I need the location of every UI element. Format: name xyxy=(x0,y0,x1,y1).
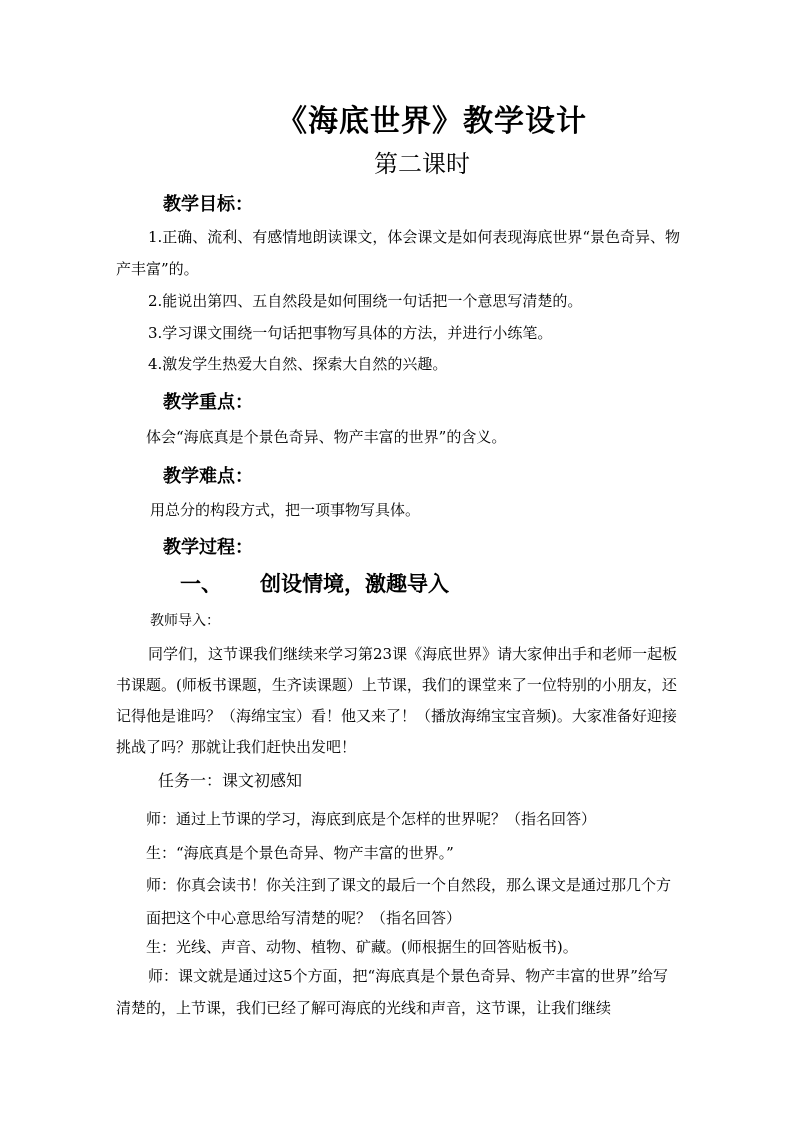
key-point-text: 体会“海底真是个景色奇异、物产丰富的世界”的含义。 xyxy=(146,428,507,446)
goal-item: 3.学习课文围绕一句话把事物写具体的方法，并进行小练笔。 xyxy=(148,324,553,342)
task-label: 任务一：课文初感知 xyxy=(158,771,303,790)
section-title: 创设情境，激趣导入 xyxy=(260,572,449,596)
dialogue-line: 师：你真会读书！你关注到了课文的最后一个自然段，那么课文是通过那几个方面把这个中心意思给写清楚的呢？（指名回答） xyxy=(146,876,672,927)
goal-item: 2.能说出第四、五自然段是如何围绕一句话把一个意思写清楚的。 xyxy=(148,292,583,310)
document-subtitle: 第二课时 xyxy=(374,150,470,178)
intro-paragraph: 同学们，这节课我们继续来学习第23课《海底世界》请大家伸出手和老师一起板书课题。(师板书课题，生齐读课题）上节课，我们的课堂来了一位特别的小朋友，还记得他是谁吗？（海绵宝宝）看！他又来了！（播放海绵宝宝音频)。大家准备好迎接挑战了吗？那就让我们赶快出发吧！ xyxy=(116,645,678,756)
goal-item: 1.正确、流利、有感情地朗读课文，体会课文是如何表现海底世界“景色奇异、物产丰富”的。 xyxy=(116,228,680,278)
teacher-intro-label: 教师导入： xyxy=(150,613,220,629)
goal-item: 4.激发学生热爱大自然、探索大自然的兴趣。 xyxy=(148,355,448,373)
difficulty-heading: 教学难点： xyxy=(163,466,253,487)
process-heading: 教学过程： xyxy=(163,537,253,558)
dialogue-line: 师：课文就是通过这5个方面，把“海底真是个景色奇异、物产丰富的世界”给写清楚的，上节课，我们已经了解可海底的光线和声音，这节课，让我们继续 xyxy=(116,967,668,1017)
dialogue-line: 生：“海底真是个景色奇异、物产丰富的世界。” xyxy=(146,844,454,862)
goals-heading: 教学目标： xyxy=(163,194,253,215)
difficulty-text: 用总分的构段方式，把一项事物写具体。 xyxy=(150,501,421,519)
dialogue-line: 师：通过上节课的学习，海底到底是个怎样的世界呢？（指名回答） xyxy=(146,810,597,828)
section-heading xyxy=(180,568,449,598)
section-number: 一、 xyxy=(180,572,222,596)
dialogue-line: 生：光线、声音、动物、植物、矿藏。(师根据生的回答贴板书)。 xyxy=(146,938,578,956)
document-title: 《海底世界》教学设计 xyxy=(277,104,587,139)
key-point-heading: 教学重点： xyxy=(163,392,253,413)
